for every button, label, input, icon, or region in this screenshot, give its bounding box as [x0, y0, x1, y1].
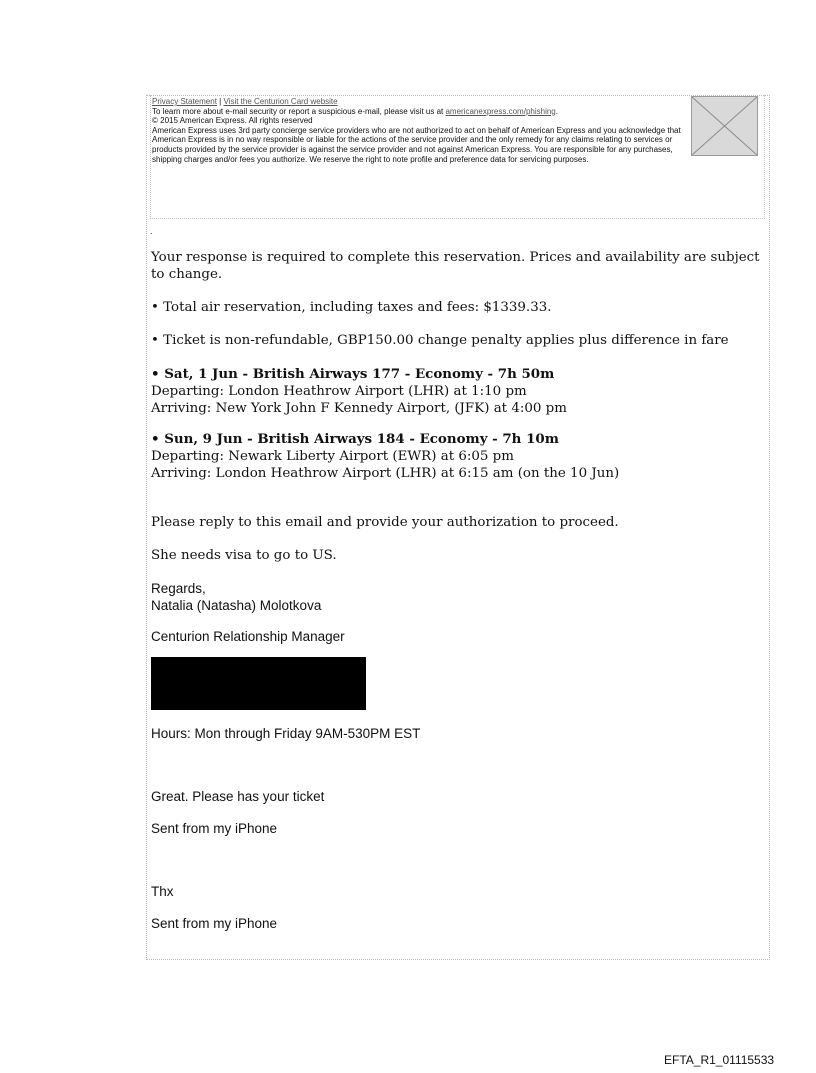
signature-regards: Regards, [151, 581, 206, 596]
ticket-bullet: • Ticket is non-refundable, GBP150.00 change penalty applies plus difference in fare [151, 333, 729, 348]
reply-great: Great. Please has your ticket [151, 789, 325, 804]
intro-paragraph [151, 249, 761, 283]
document-id: EFTA_R1_01115533 [664, 1053, 775, 1067]
phishing-link[interactable]: americanexpress.com/phishing [445, 106, 556, 116]
flight-1-depart: Departing: London Heathrow Airport (LHR) at 1:10 pm [151, 384, 527, 399]
reply-sent-2: Sent from my iPhone [151, 916, 278, 931]
copyright: © 2015 American Express. All rights reserved [152, 116, 313, 126]
signature-block [151, 580, 761, 614]
flight-2-arrive: Arriving: London Heathrow Airport (LHR) at 6:15 am (on the 10 Jun) [151, 466, 620, 481]
reply-request: Please reply to this email and provide your authorization to proceed. [151, 515, 619, 530]
header-disclaimer [152, 97, 692, 164]
flight-1-heading: • Sat, 1 Jun - British Airways 177 - Economy - 7h 50m [151, 366, 555, 382]
flight-2-heading: • Sun, 9 Jun - British Airways 184 - Economy - 7h 10m [151, 431, 559, 447]
intro-text: Your response is required to complete this reservation. Prices and availability are subject to change. [151, 250, 760, 282]
signature-hours: Hours: Mon through Friday 9AM-530PM EST [151, 726, 421, 741]
disclaimer-text: American Express uses 3rd party concierge service providers who are not authorized to act on behalf of American Express and you acknowledge that American Express is in no way responsible or liable for the actions of the service provider and the only remedy for any claims relating to services or products provided by the service provider is against the service provider and not against American Express. You are responsible for any purchases, shipping charges and/or fees you authorize. We reserve the right to note profile and preference data for servicing purposes. [152, 125, 681, 164]
phishing-text: To learn more about e-mail security or report a suspicious e-mail, please visit us at [152, 106, 444, 116]
stray-dot: . [150, 226, 153, 236]
flight-2 [151, 431, 761, 482]
flight-2-depart: Departing: Newark Liberty Airport (EWR) at 6:05 pm [151, 449, 514, 464]
flight-1-arrive: Arriving: New York John F Kennedy Airport, (JFK) at 4:00 pm [151, 401, 567, 416]
privacy-statement-link[interactable]: Privacy Statement [152, 97, 217, 106]
link-separator: | [219, 97, 222, 106]
phishing-end: . [555, 106, 558, 116]
flight-1 [151, 366, 761, 417]
signature-title: Centurion Relationship Manager [151, 629, 345, 644]
reply-thx: Thx [151, 884, 174, 899]
reply-sent-1: Sent from my iPhone [151, 821, 278, 836]
total-bullet: • Total air reservation, including taxes and fees: $1339.33. [151, 300, 552, 315]
signature-name: Natalia (Natasha) Molotkova [151, 598, 322, 613]
redaction-block [151, 657, 366, 710]
centurion-website-link[interactable]: Visit the Centurion Card website [223, 97, 338, 106]
broken-image-placeholder [691, 96, 758, 156]
broken-image-icon [692, 97, 757, 155]
visa-note: She needs visa to go to US. [151, 548, 337, 563]
